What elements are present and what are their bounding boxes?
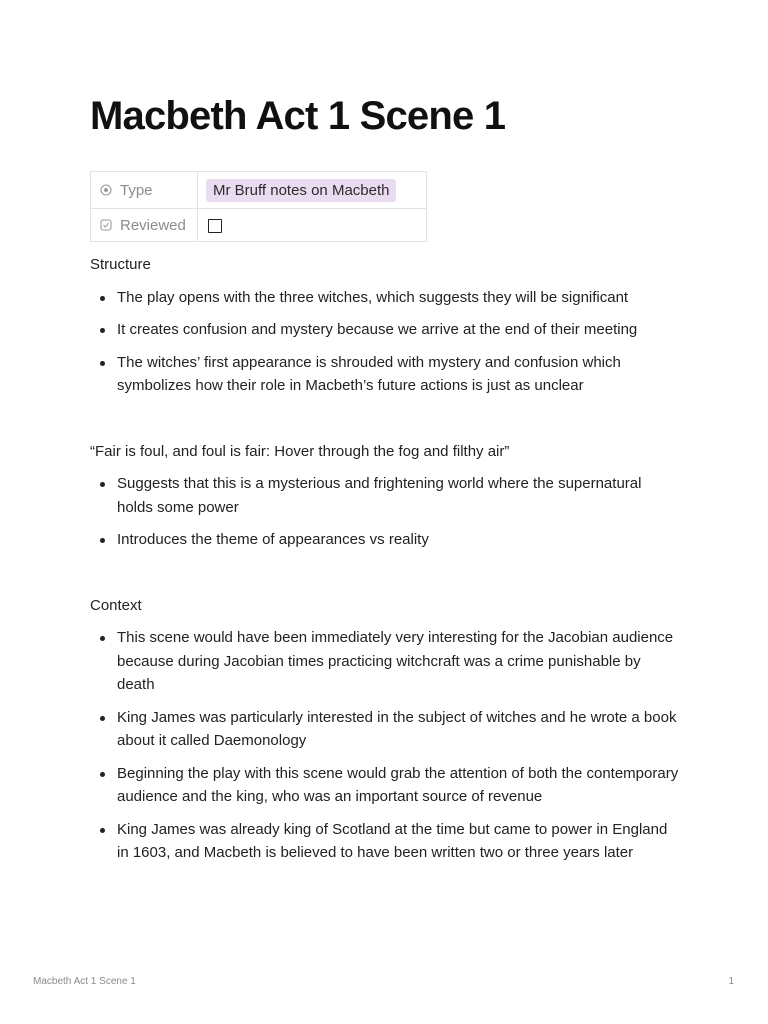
document-body: [90, 253, 680, 874]
property-label-reviewed: Reviewed: [120, 216, 186, 234]
property-label-type: Type: [120, 181, 153, 199]
list-item: Suggests that this is a mysterious and frightening world where the supernatural holds some power: [117, 472, 680, 519]
footer-doc-title: Macbeth Act 1 Scene 1: [33, 976, 136, 987]
list-item: King James was particularly interested in the subject of witches and he wrote a book about it called Daemonology: [117, 706, 680, 753]
bullet-list: [90, 626, 680, 865]
property-row-type: [91, 172, 427, 209]
spacer: [90, 561, 680, 594]
list-item: It creates confusion and mystery because we arrive at the end of their meeting: [117, 318, 680, 342]
property-value-reviewed: [198, 209, 427, 242]
reviewed-checkbox[interactable]: [208, 219, 222, 233]
footer-page-number: 1: [728, 976, 734, 987]
list-item: Beginning the play with this scene would grab the attention of both the contemporary audience and the king, who was an important source of revenue: [117, 762, 680, 809]
list-item: The play opens with the three witches, which suggests they will be significant: [117, 286, 680, 310]
properties-table: [90, 171, 427, 242]
bullet-list: [90, 286, 680, 398]
property-key-reviewed: [91, 209, 198, 242]
quote-heading: “Fair is foul, and foul is fair: Hover through the fog and filthy air”: [90, 442, 510, 460]
list-item: This scene would have been immediately very interesting for the Jacobian audience because during Jacobian times practicing witchcraft was a crime punishable by death: [117, 626, 680, 697]
spacer: [90, 407, 680, 440]
checkbox-property-icon: [100, 219, 112, 231]
type-tag[interactable]: Mr Bruff notes on Macbeth: [206, 179, 396, 202]
property-key-type: [91, 172, 198, 209]
bullet-list: [90, 472, 680, 552]
section-heading: Context: [90, 596, 142, 614]
property-row-reviewed: [91, 209, 427, 242]
property-value-type[interactable]: [198, 172, 427, 209]
select-icon: [100, 184, 112, 196]
section-heading: Structure: [90, 256, 151, 273]
list-item: Introduces the theme of appearances vs reality: [117, 528, 680, 552]
page-title: Macbeth Act 1 Scene 1: [90, 94, 506, 138]
list-item: The witches’ first appearance is shrouded with mystery and confusion which symbolizes how their role in Macbeth’s future actions is just as unclear: [117, 351, 680, 398]
list-item: King James was already king of Scotland at the time but came to power in England in 1603, and Macbeth is believed to have been written two or three years later: [117, 818, 680, 865]
